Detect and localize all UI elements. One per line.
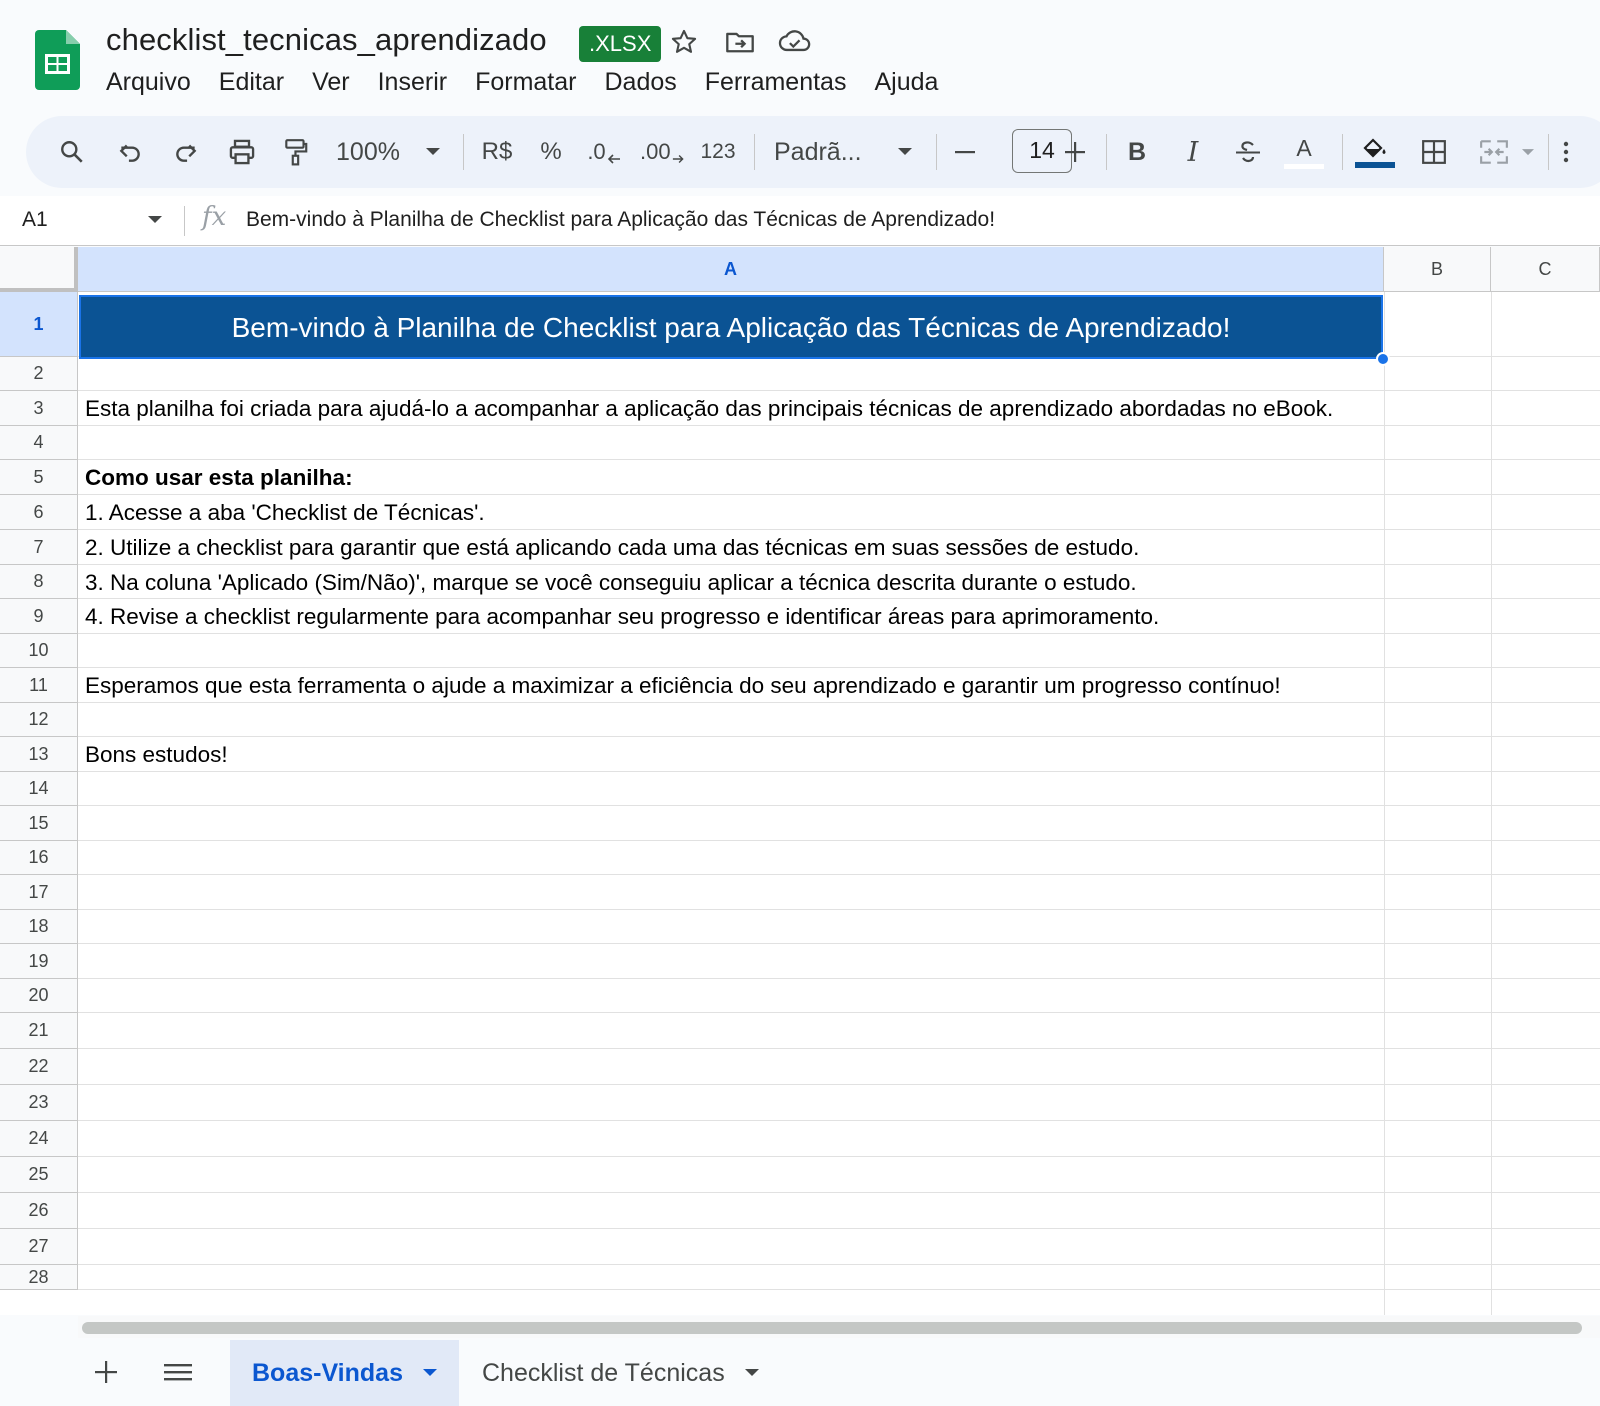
name-box-dropdown-icon[interactable] xyxy=(148,216,162,224)
decrease-decimals-button[interactable] xyxy=(584,116,624,188)
row-header-12[interactable]: 12 xyxy=(0,703,78,737)
text-color-button[interactable] xyxy=(1286,116,1322,188)
row-gridline xyxy=(78,874,1600,875)
selection-fill-handle[interactable] xyxy=(1376,352,1390,366)
all-sheets-menu-icon[interactable] xyxy=(158,1352,198,1392)
menu-ver[interactable]: Ver xyxy=(312,68,350,96)
font-family-select[interactable] xyxy=(774,116,874,188)
row-header-13[interactable]: 13 xyxy=(0,737,78,772)
sheet-tab-boas-vindas[interactable] xyxy=(230,1340,459,1406)
currency-format-label: R$ xyxy=(481,138,513,165)
document-title[interactable]: checklist_tecnicas_aprendizado xyxy=(106,22,547,57)
paint-format-icon[interactable] xyxy=(276,116,316,188)
row-header-5[interactable]: 5 xyxy=(0,460,78,495)
column-header-c[interactable]: C xyxy=(1491,247,1600,292)
cell-a11[interactable]: Esperamos que esta ferramenta o ajude a maximizar a eficiência do seu aprendizado e garantir um progresso contínuo! xyxy=(85,672,1281,698)
row-header-26[interactable]: 26 xyxy=(0,1193,78,1229)
menu-ajuda[interactable]: Ajuda xyxy=(874,68,939,96)
file-format-badge: .XLSX xyxy=(579,26,661,62)
row-gridline xyxy=(78,943,1600,944)
row-gridline xyxy=(78,1264,1600,1265)
row-header-1[interactable]: 1 xyxy=(0,292,78,357)
row-header-15[interactable]: 15 xyxy=(0,806,78,841)
fill-color-icon xyxy=(1361,136,1389,160)
toolbar-divider xyxy=(936,134,937,170)
row-header-11[interactable]: 11 xyxy=(0,668,78,703)
menu-formatar[interactable]: Formatar xyxy=(475,68,577,96)
decrease-decimals-label: .0 xyxy=(587,139,606,164)
row-header-27[interactable]: 27 xyxy=(0,1229,78,1265)
fx-icon: fx xyxy=(202,202,227,232)
select-all-corner[interactable] xyxy=(0,247,78,292)
row-gridline xyxy=(78,1289,1600,1290)
font-family-value: Padrã... xyxy=(774,137,862,166)
menu-inserir[interactable]: Inserir xyxy=(377,68,448,96)
text-color-swatch xyxy=(1284,164,1324,169)
zoom-value: 100% xyxy=(336,137,400,166)
print-icon[interactable] xyxy=(222,116,262,188)
row-gridline xyxy=(78,805,1600,806)
star-icon[interactable] xyxy=(666,24,702,60)
row-header-3[interactable]: 3 xyxy=(0,391,78,426)
bold-button[interactable] xyxy=(1120,116,1154,188)
row-header-9[interactable]: 9 xyxy=(0,599,78,634)
formula-bar-divider xyxy=(184,206,185,236)
bold-label: B xyxy=(1127,137,1147,166)
row-header-8[interactable]: 8 xyxy=(0,565,78,599)
merge-cells-icon[interactable] xyxy=(1472,116,1516,188)
strikethrough-icon[interactable] xyxy=(1230,116,1266,188)
row-header-4[interactable]: 4 xyxy=(0,426,78,460)
row-gridline xyxy=(78,909,1600,910)
number-format-button[interactable] xyxy=(698,116,738,188)
row-gridline xyxy=(78,1156,1600,1157)
toolbar-divider xyxy=(1548,134,1549,170)
sheet-tab-bar xyxy=(0,1340,1600,1406)
percent-format-label: % xyxy=(540,138,562,165)
decrease-font-size-icon[interactable] xyxy=(950,116,980,188)
horizontal-scrollbar-thumb[interactable] xyxy=(82,1322,1582,1334)
sheet-tab-label: Boas-Vindas xyxy=(252,1358,403,1387)
row-gridline xyxy=(78,1228,1600,1229)
row-header-20[interactable]: 20 xyxy=(0,979,78,1013)
toolbar-divider xyxy=(1342,134,1343,170)
toolbar-divider xyxy=(1106,134,1107,170)
row-header-28[interactable]: 28 xyxy=(0,1265,78,1290)
column-gridline xyxy=(1491,292,1492,1315)
row-header-7[interactable]: 7 xyxy=(0,530,78,565)
row-gridline xyxy=(78,736,1600,737)
name-box[interactable]: A1 xyxy=(22,208,48,231)
row-gridline xyxy=(78,1084,1600,1085)
font-dropdown-icon[interactable] xyxy=(890,116,920,188)
toolbar xyxy=(26,116,1600,188)
cell-a5[interactable]: Como usar esta planilha: xyxy=(85,464,353,490)
row-gridline xyxy=(78,771,1600,772)
row-header-18[interactable]: 18 xyxy=(0,910,78,944)
increase-font-size-icon[interactable] xyxy=(1060,116,1090,188)
sheets-logo-icon[interactable] xyxy=(35,30,80,90)
increase-decimals-button[interactable] xyxy=(640,116,684,188)
increase-decimals-label: .00 xyxy=(640,139,671,164)
spreadsheet-grid[interactable] xyxy=(0,247,1600,1315)
menu-editar[interactable]: Editar xyxy=(218,68,285,96)
sheet-tab-checklist-de-tecnicas[interactable] xyxy=(460,1340,781,1406)
percent-format-button[interactable] xyxy=(536,116,566,188)
cell-a1-title[interactable]: Bem-vindo à Planilha de Checklist para Aplicação das Técnicas de Aprendizado! xyxy=(79,295,1383,359)
sheet-tab-label: Checklist de Técnicas xyxy=(482,1358,725,1387)
row-header-2[interactable]: 2 xyxy=(0,357,78,391)
undo-icon[interactable] xyxy=(110,116,150,188)
row-header-6[interactable]: 6 xyxy=(0,495,78,530)
zoom-select[interactable] xyxy=(332,116,404,188)
toolbar-divider xyxy=(463,134,464,170)
row-header-19[interactable]: 19 xyxy=(0,944,78,979)
italic-label: I xyxy=(1187,136,1199,168)
cloud-saved-icon[interactable] xyxy=(777,24,813,60)
row-gridline xyxy=(78,978,1600,979)
fill-color-button[interactable] xyxy=(1354,116,1396,188)
menu-dados[interactable]: Dados xyxy=(604,68,677,96)
cell-a8[interactable]: 3. Na coluna 'Aplicado (Sim/Não)', marque se você conseguiu aplicar a técnica descrita durante o estudo. xyxy=(85,569,1137,595)
zoom-dropdown-icon[interactable] xyxy=(418,116,448,188)
sheet-tab-dropdown-icon[interactable] xyxy=(745,1369,759,1377)
menu-bar xyxy=(92,64,952,100)
text-color-label: A xyxy=(1296,134,1312,161)
currency-format-button[interactable] xyxy=(474,116,520,188)
formula-input[interactable]: Bem-vindo à Planilha de Checklist para Aplicação das Técnicas de Aprendizado! xyxy=(246,208,996,231)
redo-icon[interactable] xyxy=(166,116,206,188)
more-options-icon[interactable] xyxy=(1556,116,1576,188)
row-header-17[interactable]: 17 xyxy=(0,875,78,910)
arrow-left-icon xyxy=(607,152,621,166)
cell-a13[interactable]: Bons estudos! xyxy=(85,741,228,767)
row-header-16[interactable]: 16 xyxy=(0,841,78,875)
row-header-22[interactable]: 22 xyxy=(0,1049,78,1085)
cell-a6[interactable]: 1. Acesse a aba 'Checklist de Técnicas'. xyxy=(85,499,485,525)
number-format-label: 123 xyxy=(700,140,736,163)
column-header-a[interactable]: A xyxy=(78,247,1384,292)
arrow-right-icon xyxy=(672,152,684,166)
row-header-14[interactable]: 14 xyxy=(0,772,78,806)
italic-button[interactable] xyxy=(1176,116,1210,188)
borders-icon[interactable] xyxy=(1414,116,1454,188)
toolbar-divider xyxy=(754,134,755,170)
row-header-25[interactable]: 25 xyxy=(0,1157,78,1193)
move-folder-icon[interactable] xyxy=(722,24,758,60)
row-header-10[interactable]: 10 xyxy=(0,634,78,668)
row-gridline xyxy=(78,1012,1600,1013)
sheet-tab-dropdown-icon[interactable] xyxy=(423,1369,437,1377)
fill-color-swatch xyxy=(1355,162,1395,168)
row-gridline xyxy=(78,1120,1600,1121)
row-header-23[interactable]: 23 xyxy=(0,1085,78,1121)
merge-dropdown-icon[interactable] xyxy=(1516,116,1540,188)
row-gridline xyxy=(78,840,1600,841)
cell-a3[interactable]: Esta planilha foi criada para ajudá-lo a acompanhar a aplicação das principais técnicas de aprendizado abordadas no eBook. xyxy=(85,395,1334,421)
font-size-input[interactable]: 14 xyxy=(1012,129,1072,173)
menu-ferramentas[interactable]: Ferramentas xyxy=(704,68,847,96)
row-gridline xyxy=(78,1192,1600,1193)
row-gridline xyxy=(78,1048,1600,1049)
add-sheet-icon[interactable] xyxy=(90,1352,122,1392)
cell-a9[interactable]: 4. Revise a checklist regularmente para acompanhar seu progresso e identificar áreas para aprimoramento. xyxy=(85,603,1160,629)
title-bar xyxy=(0,0,1600,108)
row-header-21[interactable]: 21 xyxy=(0,1013,78,1049)
search-icon[interactable] xyxy=(52,116,92,188)
row-header-24[interactable]: 24 xyxy=(0,1121,78,1157)
menu-arquivo[interactable]: Arquivo xyxy=(106,68,191,96)
column-gridline xyxy=(1384,292,1385,1315)
formula-bar xyxy=(0,196,1600,246)
cell-a7[interactable]: 2. Utilize a checklist para garantir que está aplicando cada uma das técnicas em suas sessões de estudo. xyxy=(85,534,1140,560)
column-header-b[interactable]: B xyxy=(1384,247,1491,292)
